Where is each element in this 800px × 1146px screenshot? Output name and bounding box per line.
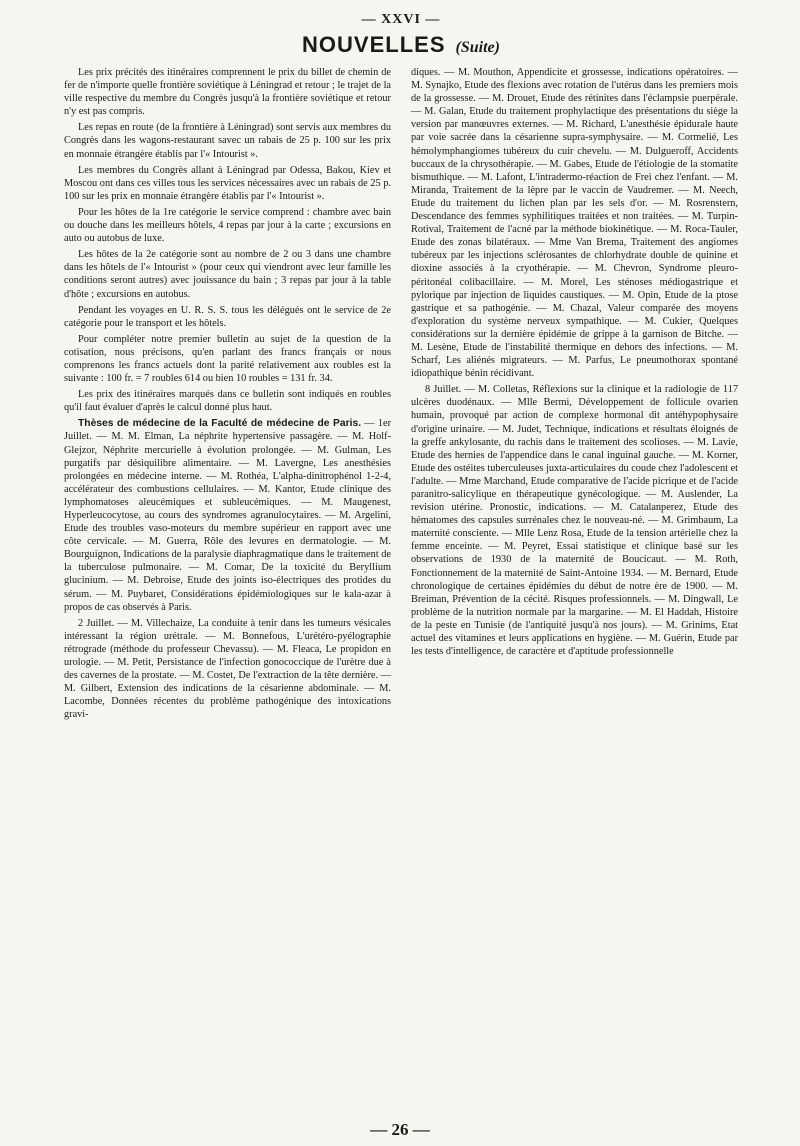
paragraph-theses-july-2: 2 Juillet. — M. Villechaize, La conduite à tenir dans les tumeurs vésicales intéressant la région urétrale. — M. Bonnefous, L'urétéro-pyélographie rétrograde (méthode du professeur Chevassu). — M. Fleaca, Le propidon en urologie. — M. Petit, Persistance de l'infection gonococcique de l'urètre due à des cavernes de la prostate. — M. Costet, De l'extraction de la tête dernière. — M. Gilbert, Extension des indications de la césarienne abdominale. — M. Lacombe, Données récentes du problème pathogénique des intoxications gravi- (64, 617, 391, 721)
title-main: NOUVELLES (302, 32, 446, 57)
roman-page-number: — XXVI — (361, 12, 441, 27)
page-number: — 26 — (370, 1120, 430, 1139)
paragraph-theses-july-1 (64, 417, 391, 613)
paragraph-cotisation: Pour compléter notre premier bulletin au sujet de la question de la cotisation, nous précisons, qu'en parlant des francs français or nous comprenons les francs actuels dont la parité relativement aux roubles est la suivante : 100 fr. = 7 roubles 614 ou bien 10 roubles = 131 fr. 34. (64, 333, 391, 385)
paragraph-roubles: Les prix des itinéraires marqués dans ce bulletin sont indiqués en roubles qu'il faut évaluer d'après le calcul donné plus haut. (64, 389, 391, 414)
paragraph-prices: Les prix précités des itinéraires comprennent le prix du billet de chemin de fer de n'importe quelle frontière soviétique à Léningrad et retour ; le trajet de la ville respective du membre du Congrès jusqu'à la frontière soviétique et retour n'y est pas compris. (64, 67, 391, 118)
columns (64, 66, 738, 1086)
paragraph-routes: Les membres du Congrès allant à Léningrad par Odessa, Bakou, Kiev et Moscou ont dans ces villes tous les services nécessaires avec un rabais de 25 p. 100 sur les prix en monnaie étrangère établis par l'« Intourist ». (64, 164, 391, 202)
paragraph-first-class: Pour les hôtes de la 1re catégorie le service comprend : chambre avec bain ou douche dans les meilleurs hôtels, 4 repas par jour à la carte ; excursions en auto ou autobus de luxe. (64, 206, 391, 245)
theses-july-1-text: — 1er Juillet. — M. M. Elman, La néphrite hypertensive passagère. — M. Holf-Glejzor, Néphrite mercurielle à évolution prolongée. — M. Gulman, Les purgatifs par désiquilibre alimentaire. — M. Lavergne, Les anesthésies prolongées en médecine interne. — M. Rothéa, L'alpha-dinitrophénol 1-2-4, accélérateur des combustions cellulaires. — M. Kantor, Etude clinique des lymphomatoses aleucémiques et subleucémiques. — M. Maugenest, Hyperleucocytose, au cours des syndromes agranulocytaires. — M. Argelini, Etude des troubles vaso-moteurs du membre supérieur en rapport avec une côte cervicale. — M. Guerra, Rôle des levures en dermatologie. — M. Bourguignon, Indications de la paralysie diaphragmatique dans le traitement de la tuberculose pulmonaire. — M. Comar, De la toxicité du Beryllium glucinium. — M. Debroise, Etude des joints iso-électriques des protides du sérum. — M. Puybaret, Considérations épidémiologiques sur le kala-azar à propos de cas observés à Paris. (64, 418, 392, 613)
paragraph-delegates: Pendant les voyages en U. R. S. S. tous les délégués ont le service de 2e catégorie pour le transport et les hôtels. (64, 304, 391, 329)
paragraph-meals: Les repas en route (de la frontière à Léningrad) sont servis aux membres du Congrès dans les wagons-restaurant savec un rabais de 25 p. 100 sur les prix en monnaie étrangère établis par l'« Intourist ». (64, 122, 391, 160)
title-sub: (Suite) (455, 39, 500, 56)
right-column (411, 66, 738, 1086)
theses-heading: Thèses de médecine de la Faculté de médecine de Paris. (78, 418, 362, 430)
paragraph-second-class: Les hôtes de la 2e catégorie sont au nombre de 2 ou 3 dans une chambre dans les hôtels de l'« Intourist » (pour ceux qui viendront avec leur famille les conditions seront autres) avec jouissance du bain ; 3 repas par jour à la table d'hôte ; excursions en autobus. (64, 249, 391, 300)
paragraph-theses-july-8: 8 Juillet. — M. Colletas, Réflexions sur la clinique et la radiologie de 117 ulcères duodénaux. — Mlle Bermi, Développement de follicule ovarien humain, provoqué par action de complexe hormonal dit antéhypophysaire d'origine urinaire. — M. Judet, Technique, indications et résultats éloignés de la greffe ankylosante, du rachis dans le traitement des scolioses. — M. Lavie, Etude des hernies de l'appendice dans le canal inguinal gauche. — M. Korner, Etude des ostéites tuberculeuses juxta-articulaires du coude chez l'adolescent et l'adulte. — Mme Marchand, Etude comparative de l'acide picrique et de l'acide paranitro-salicylique en thérapeutique gynécologique. — M. Auslender, La revision utérine. Pronostic, indications. — M. Catalanperez, Etude des hématomes des capsules surrénales chez le nouveau-né. — M. Grimbaum, La maternité consciente. — Mlle Lenz Rosa, Etude de la tension artérielle chez la femme enceinte. — M. Peyret, Essai statistique et clinique basé sur les observations de 1930 de la maternité de Boucicaut. — M. Roth, Fonctionnement de la maternité de Saint-Antoine 1934. — M. Bernard, Etude chronologique de certaines épidémies du début de notre ère de 1900. — M. Breiman, Prévention de la cécité. Risques professionnels. — M. Dingwall, Le problème de la nutrition normale par la margarine. — M. El Haddah, Histoire de la peste en Tunisie (de l'antiquité jusqu'à nos jours). — M. Grinims, Etat actuel des vitamines et leurs applications en hygiène. — M. Guérin, Etude par les tests d'intelligence, de caractère et d'aptitude professionnelle (411, 384, 738, 658)
left-column (64, 66, 391, 1086)
page-title (64, 32, 738, 60)
paragraph-theses-continued: diques. — M. Mouthon, Appendicite et grossesse, indications opératoires. — M. Synajko, Etude des flexions avec rotation de l'utérus dans les premiers mois de la grossesse. — M. Drouet, Etude des rétinites dans l'éclampsie puerpérale. — M. Galan, Etude du traitement prophylactique des présentations du siège la version par manœuvres externes. — M. Richard, L'anesthésie épidurale haute par voie sacrée dans la césarienne supra-symphysaire. — M. Cormelié, Les hémolymphangiomes tubéreux du cuir chevelu. — M. Dulgueroff, Accidents buccaux de la chrysothérapie. — M. Gabes, Etude de l'étiologie de la stomatite bismuthique. — M. Lafont, L'intradermo-réaction de Frei chez l'enfant. — M. Miranda, Traitement de la lèpre par le vaccin de Vaudremer. — M. Neech, Etude du traitement du lichen plan par les sels d'or. — M. Rosrenstern, Descendance des femmes syphilitiques traitées et non traitées. — M. Turpin-Rotival, Traitement de l'acné par la méthode biokinétique. — M. Roca-Tauler, Etude des zonas bilatéraux. — Mme Van Brema, Traitement des angiomes tubéreux par les injections sclérosantes de chlorhydrate double de quinine et dioxine associés à la cryothérapie. — M. Chevron, Syndrome pleuro-péritonéal colibacillaire. — M. Morel, Les sténoses médiogastrique et pylorique par injection de liquides caustiques. — M. Opin, Etude de la ptose gastrique et sa pathogénie. — M. Chazal, Valeur comparée des moyens d'exploration du système nerveux sympathique. — M. Cukier, Quelques considérations sur la dernière épidémie de grippe à la garnison de Bitche. — M. Lesène, Etude de l'instabilité thermique en dehors des infections. — M. Scharf, Les aliénés migrateurs. — M. Parfus, Le pneumothorax spontané idiopathique bénin récidivant. (411, 67, 738, 380)
